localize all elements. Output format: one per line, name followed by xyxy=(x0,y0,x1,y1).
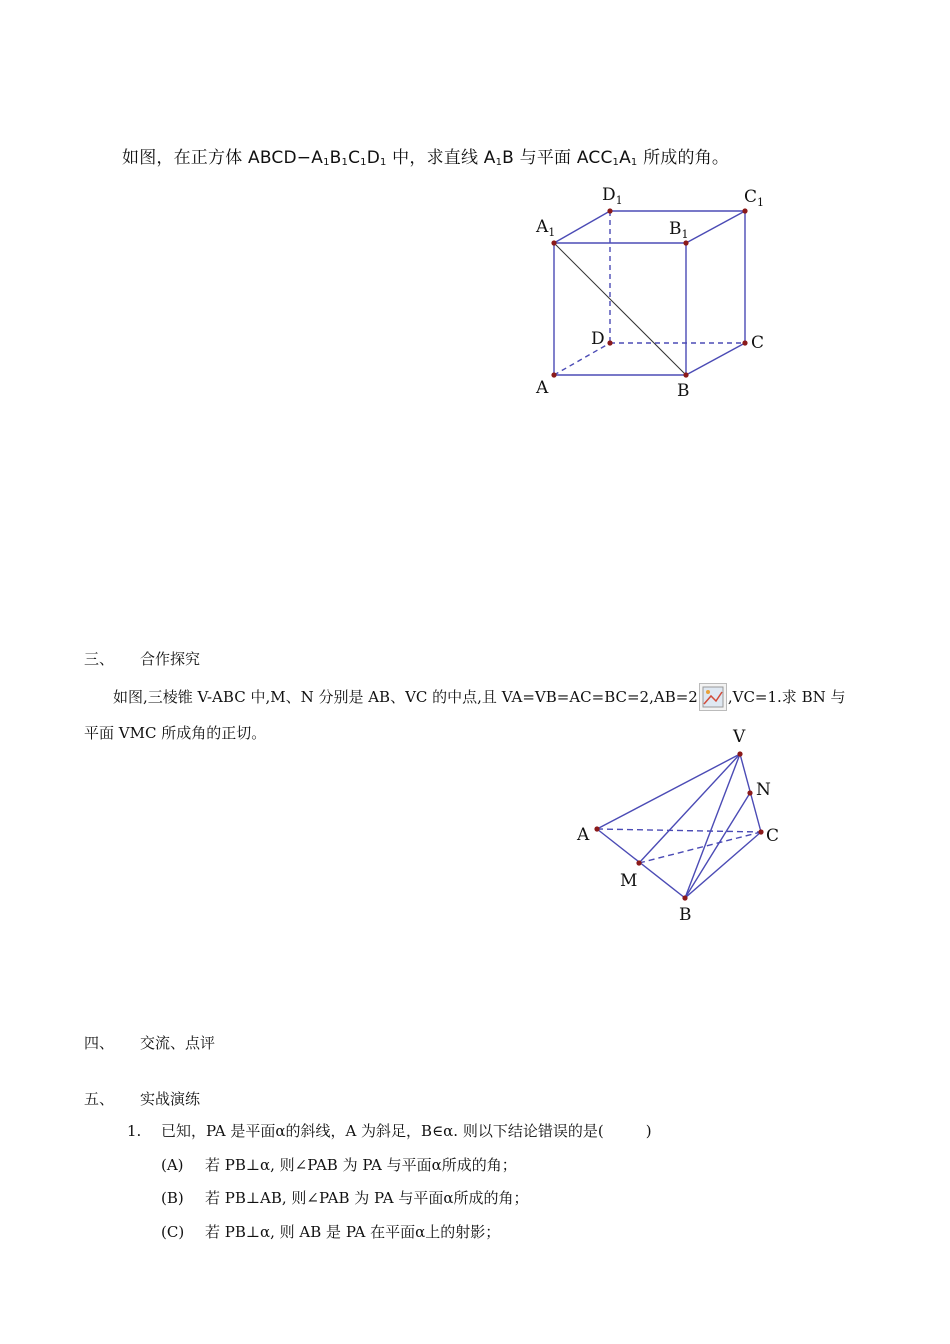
label-n: N xyxy=(756,780,771,800)
option-a: (A) 若 PB⊥α, 则∠PAB 为 PA 与平面α所成的角； xyxy=(161,1156,517,1174)
label-b: B xyxy=(679,905,692,925)
label-b1: $B_1$ xyxy=(669,219,689,241)
section-5-heading: 五、 实战演练 xyxy=(84,1090,201,1108)
label-b: B xyxy=(677,381,690,401)
label-m: M xyxy=(620,871,638,891)
option-b: (B) 若 PB⊥AB, 则∠PAB 为 PA 与平面α所成的角； xyxy=(161,1189,529,1207)
diagonal-a1b xyxy=(554,243,686,375)
label-d1: $D_1$ xyxy=(602,185,623,207)
label-a1: $A_1$ xyxy=(536,217,556,239)
label-c: C xyxy=(751,333,765,353)
label-v: V xyxy=(733,727,746,747)
question-1: 1. 已知，PA 是平面α的斜线，A 为斜足，B∈α. 则以下结论错误的是( ) xyxy=(127,1122,652,1140)
label-c: C xyxy=(766,826,780,846)
section-3-problem-line2: 平面 VMC 所成角的正切。 xyxy=(84,724,267,742)
sqrt-image-icon xyxy=(699,683,727,711)
problem-1-statement: 如图，在正方体 $ABCD-A_1B_1C_1D_1$ 中，求直线 $A_1B$ 与平面 $ACC_1A_1$ 所成的角。 xyxy=(122,148,730,168)
cube-edges xyxy=(554,211,745,375)
section-3-problem-line1: 如图,三棱锥 V-ABC 中,M、N 分别是 AB、VC 的中点,且 VA=VB=AC=BC=2,AB=2 ,VC=1.求 BN 与 xyxy=(113,683,846,711)
label-a: A xyxy=(577,825,590,845)
pyramid-figure xyxy=(570,722,790,932)
section-3-heading: 三、 合作探究 xyxy=(84,650,201,668)
cube-hidden-edges xyxy=(554,211,745,375)
pyramid-hidden-edges xyxy=(597,829,761,863)
label-c1: $C_1$ xyxy=(744,187,765,209)
label-d: D xyxy=(591,329,605,349)
cube-vertices xyxy=(551,208,747,377)
cube-figure xyxy=(520,180,780,410)
label-a: A xyxy=(536,378,549,398)
section-4-heading: 四、 交流、点评 xyxy=(84,1034,216,1052)
option-c: (C) 若 PB⊥α, 则 AB 是 PA 在平面α上的射影； xyxy=(161,1223,501,1241)
